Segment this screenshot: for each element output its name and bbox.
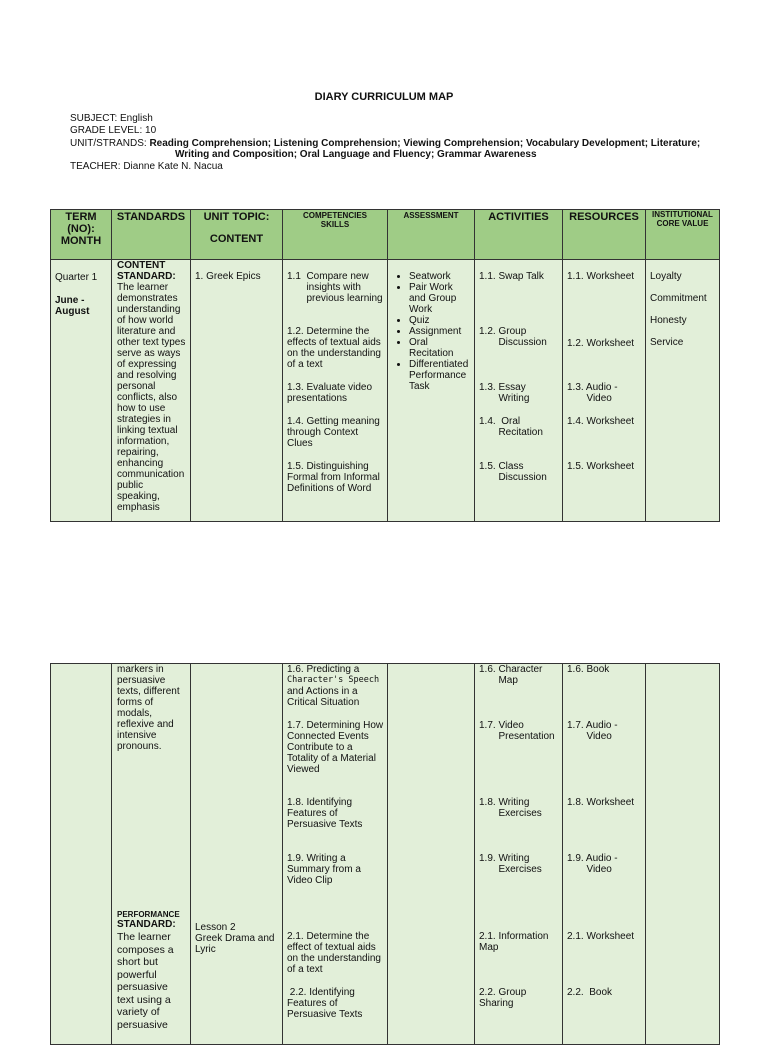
- resource-item: 2.2. Book: [567, 987, 613, 998]
- competency-item: 2.1. Determine the effect of textual aids on the understanding of a text: [287, 931, 381, 975]
- content-standard-continued: markers in persuasive texts, different forms of modals, reflexive and intensive pronouns.: [117, 664, 180, 752]
- competency-item: 1.7. Determining How Connected Events Contribute to a Totality of a Material Viewed: [287, 720, 384, 775]
- assessment-item: • Assignment: [409, 326, 468, 337]
- activity-item: 2.2. Group Sharing: [479, 987, 527, 1009]
- assessment-list: [391, 271, 468, 392]
- resource-item: 1.3. Audio - Video: [567, 382, 618, 404]
- header-resources: RESOURCES: [563, 210, 646, 260]
- header-standards: STANDARDS: [112, 210, 191, 260]
- competency-item: 1.6. Predicting a: [287, 664, 360, 675]
- content-standard-heading: CONTENT STANDARD:: [117, 260, 176, 282]
- curriculum-table-1: [50, 209, 720, 522]
- activity-item: 1.7. Video Presentation: [479, 720, 555, 742]
- activity-item: 1.4. Oral Recitation: [479, 416, 543, 438]
- competency-item-highlight: Character's Speech: [287, 675, 380, 685]
- activity-item: 1.2. Group Discussion: [479, 326, 547, 348]
- unit-topic-greek-epics: 1. Greek Epics: [195, 271, 261, 282]
- core-value-item: Honesty: [650, 315, 687, 326]
- header-unit-topic: UNIT TOPIC: CONTENT: [191, 210, 283, 260]
- activity-item: 1.5. Class Discussion: [479, 461, 547, 483]
- activity-item: 1.6. Character Map: [479, 664, 543, 686]
- term-month: June - August: [55, 295, 90, 317]
- curriculum-table-2: [50, 663, 720, 1045]
- term-quarter: Quarter 1: [55, 272, 98, 283]
- unit-topic-cell-continued: [191, 664, 283, 1045]
- core-value-item: Service: [650, 337, 684, 348]
- activities-cell: [475, 260, 563, 522]
- unit-strands-value: Reading Comprehension; Listening Comprehension; Viewing Comprehension; Vocabulary Development; Literature;: [149, 138, 701, 149]
- assessment-cell-continued: [388, 664, 475, 1045]
- competency-item: 1.2. Determine the effects of textual aids on the understanding of a text: [287, 326, 381, 370]
- assessment-item: • Quiz: [409, 315, 468, 326]
- header-activities: ACTIVITIES: [475, 210, 563, 260]
- assessment-cell: [388, 260, 475, 522]
- resource-item: 1.8. Worksheet: [567, 797, 635, 808]
- grade-level-line: GRADE LEVEL: 10: [70, 125, 157, 136]
- unit-topic-cell: [191, 260, 283, 522]
- performance-standard-heading-2: STANDARD:: [117, 919, 176, 930]
- subject-line: SUBJECT: English: [70, 113, 153, 124]
- competency-item: 1.4. Getting meaning through Context Clues: [287, 416, 380, 449]
- header-term: TERM (NO): MONTH: [51, 210, 112, 260]
- resources-cell-continued: [563, 664, 646, 1045]
- document-title: DIARY CURRICULUM MAP: [314, 91, 454, 103]
- competency-item: 1.5. Distinguishing Formal from Informal Definitions of Word: [287, 461, 380, 494]
- header-assessment: ASSESSMENT: [388, 210, 475, 260]
- competency-item: 1.1 Compare new insights with previous learning: [287, 271, 383, 304]
- resource-item: 1.5. Worksheet: [567, 461, 635, 472]
- assessment-item: • Differentiated Performance Task: [409, 359, 468, 392]
- competency-item: 2.2. Identifying Features of Persuasive Texts: [287, 987, 363, 1020]
- resource-item: 1.6. Book: [567, 664, 610, 675]
- resource-item: 1.7. Audio - Video: [567, 720, 618, 742]
- activities-cell-continued: [475, 664, 563, 1045]
- activity-item: 1.1. Swap Talk: [479, 271, 544, 282]
- core-value-item: Commitment: [650, 293, 707, 304]
- unit-topic-greek-drama: Lesson 2 Greek Drama and Lyric: [195, 922, 275, 955]
- core-value-cell: [646, 260, 720, 522]
- assessment-item: • Seatwork: [409, 271, 468, 282]
- core-value-item: Loyalty: [650, 271, 682, 282]
- assessment-item: • Pair Work and Group Work: [409, 282, 468, 315]
- competency-item: and Actions in a Critical Situation: [287, 686, 360, 708]
- performance-standard-heading: PERFORMANCE: [117, 910, 180, 919]
- header-core-value: INSTITUTIONAL CORE VALUE: [646, 210, 720, 260]
- activity-item: 2.1. Information Map: [479, 931, 549, 953]
- competency-item: 1.8. Identifying Features of Persuasive Texts: [287, 797, 363, 830]
- term-cell: [51, 260, 112, 522]
- competency-item: 1.3. Evaluate video presentations: [287, 382, 373, 404]
- resource-item: 1.9. Audio - Video: [567, 853, 618, 875]
- performance-standard-text: The learner composes a short but powerful persuasive text using a variety of persuasive: [117, 931, 174, 1031]
- competencies-cell: [283, 260, 388, 522]
- unit-strands-line: [70, 138, 700, 149]
- header-competencies: COMPETENCIES SKILLS: [283, 210, 388, 260]
- activity-item: 1.3. Essay Writing: [479, 382, 530, 404]
- competency-item: 1.9. Writing a Summary from a Video Clip: [287, 853, 361, 886]
- activity-item: 1.8. Writing Exercises: [479, 797, 542, 819]
- resource-item: 1.2. Worksheet: [567, 338, 635, 349]
- assessment-item: • Oral Recitation: [409, 337, 468, 359]
- core-value-cell-continued: [646, 664, 720, 1045]
- content-standard-text: The learner demonstrates understanding of how world literature and other text types serve as ways of expressing and resolving personal conflicts, also how to use strategies in linking textual information, repairing, enhancing communication public speaking, emphasis: [117, 282, 186, 513]
- activity-item: 1.9. Writing Exercises: [479, 853, 542, 875]
- unit-strands-label: UNIT/STRANDS:: [70, 138, 150, 149]
- resource-item: 1.1. Worksheet: [567, 271, 635, 282]
- standards-cell-continued: [112, 664, 191, 1045]
- term-cell-continued: [51, 664, 112, 1045]
- unit-strands-continued: Writing and Composition; Oral Language and Fluency; Grammar Awareness: [175, 149, 537, 160]
- resources-cell: [563, 260, 646, 522]
- teacher-line: TEACHER: Dianne Kate N. Nacua: [70, 161, 223, 172]
- competencies-cell-continued: [283, 664, 388, 1045]
- resource-item: 1.4. Worksheet: [567, 416, 635, 427]
- standards-cell: [112, 260, 191, 522]
- resource-item: 2.1. Worksheet: [567, 931, 635, 942]
